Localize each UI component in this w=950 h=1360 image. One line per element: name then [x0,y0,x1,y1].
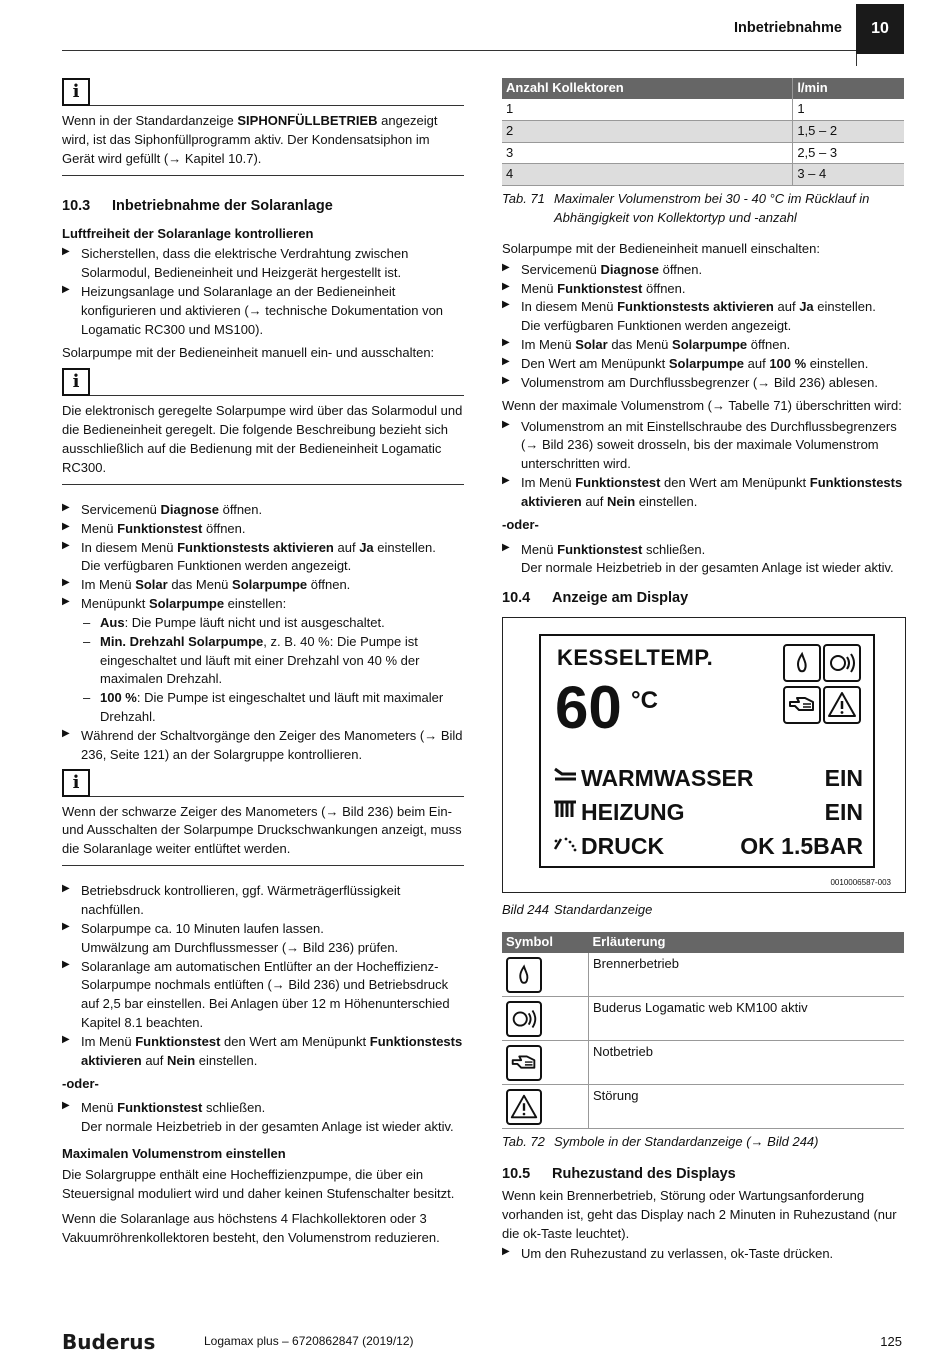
step-list-1 [62,245,464,339]
figure-code: 0010006587-003 [830,877,891,887]
list-item: ▶ Im Menü Funktionstest den Wert am Menüpunkt Funktionstests aktivieren auf Nein einstellen. [62,1033,464,1071]
list-item: ▶ Menü Funktionstest öffnen. [502,280,904,299]
step-list-2 [62,501,464,765]
list-item: ▶ In diesem Menü Funktionstests aktivieren auf Ja einstellen. Die verfügbaren Funktionen werden angezeigt. [62,539,464,577]
list-item: ▶ Menüpunkt Solarpumpe einstellen: – Aus: Die Pumpe läuft nicht und ist ausgeschaltet. – Min. Drehzahl Solarpumpe, z. B. 40 %: Die Pumpe ist eingeschaltet und läuft mit einer Drehzahl von 40 % der maximalen Drehzahl. – 100 %: Die Pumpe ist eingeschaltet und läuft mit maximaler Drehzahl. [62,595,464,727]
section-heading-10-4: 10.4 Anzeige am Display [502,590,689,607]
list-item: ▶ Im Menü Funktionstest den Wert am Menüpunkt Funktionstests aktivieren auf Nein einstellen. [502,474,904,512]
list-item: ▶ Heizungsanlage und Solaranlage an der Bedieneinheit konfigurieren und aktivieren (→ technische Dokumentation von Logamatic RC300 und MS100). [62,283,464,340]
step-list-7 [502,541,904,579]
oder-label: -oder- [62,1075,99,1091]
table-header: Symbol [502,932,589,953]
step-list-4 [62,1099,464,1137]
lcd-row-heizung: HEIZUNG EIN [549,796,863,829]
running-header: Inbetriebnahme [734,20,842,36]
step-list-6 [502,418,904,512]
header-tick [856,54,857,66]
subheading-luftfreiheit: Luftfreiheit der Solaranlage kontrollieren [62,225,314,241]
hand-icon [783,686,821,724]
section-heading-10-5: 10.5 Ruhezustand des Displays [502,1165,736,1182]
list-item: ▶ Menü Funktionstest schließen. Der normale Heizbetrieb in der gesamten Anlage ist wieder aktiv. [62,1099,464,1137]
left-column [62,78,464,1253]
list-item: ▶ Solaranlage am automatischen Entlüfter an der Hocheffizienz-Solarpumpe nochmals entlüften (→ Bild 236) und Betriebsdruck auf 2,5 bar einstellen. Bei Anlagen über 12 m Höhenunterschied Kapitel 8.1 beachten. [62,958,464,1033]
page-number: 125 [880,1334,902,1349]
list-item: ▶ In diesem Menü Funktionstests aktivieren auf Ja einstellen. Die verfügbaren Funktionen werden angezeigt. [502,298,904,336]
info-note-3: i Wenn der schwarze Zeiger des Manometers (→ Bild 236) beim Ein- und Ausschalten der Solarpumpe Druckschwankungen anzeigt, muss die Solaranlage weiter entlüftet werden. [62,769,464,867]
right-column [502,78,904,1268]
list-item: ▶ Volumenstrom am Durchflussbegrenzer (→ Bild 236) ablesen. [502,374,904,393]
info-icon: i [62,368,90,396]
list-item: ▶ Im Menü Solar das Menü Solarpumpe öffnen. [62,576,464,595]
list-item: ▶ Servicemenü Diagnose öffnen. [502,261,904,280]
lcd-title: KESSELTEMP. [557,645,714,671]
footer-document-id: Logamax plus – 6720862847 (2019/12) [204,1334,414,1348]
lcd-unit: °C [631,687,658,715]
table-row: 2 1,5 – 2 [502,120,904,142]
flame-icon [783,644,821,682]
table-72 [502,932,904,1129]
list-item: ▶ Betriebsdruck kontrollieren, ggf. Wärmeträgerflüssigkeit nachfüllen. [62,882,464,920]
lcd-temperature: 60 [555,674,622,742]
oder-label: -oder- [502,516,539,532]
radiator-icon [549,798,581,827]
paragraph: Solarpumpe mit der Bedieneinheit manuell einschalten: [502,240,820,256]
option-list [81,614,464,727]
buderus-logo: Buderus [62,1330,156,1354]
paragraph: Solarpumpe mit der Bedieneinheit manuell ein- und ausschalten: [62,344,435,360]
step-list-5 [502,261,904,393]
chapter-number: 10 [856,4,904,54]
flame-icon [506,957,542,993]
table-71 [502,78,904,186]
table-row: 3 2,5 – 3 [502,142,904,164]
list-item: ▶ Sicherstellen, dass die elektrische Verdrahtung zwischen Solarmodul, Bedieneinheit und Heizgerät hergestellt ist. [62,245,464,283]
paragraph: Wenn die Solaranlage aus höchstens 4 Flachkollektoren oder 3 Vakuumröhrenkollektoren besteht, den Volumenstrom reduzieren. [62,1210,440,1245]
web-signal-icon [506,1001,542,1037]
pressure-icon [549,833,581,860]
web-signal-icon [823,644,861,682]
list-item: ▶ Im Menü Solar das Menü Solarpumpe öffnen. [502,336,904,355]
table-header: Erläuterung [589,932,905,953]
paragraph: Die Solargruppe enthält eine Hocheffizienzpumpe, die über ein Steuersignal moduliert wird und daher keinen Stufenschalter besitzt. [62,1166,455,1201]
warning-icon [506,1089,542,1125]
info-icon: i [62,769,90,797]
subheading-volumenstrom: Maximalen Volumenstrom einstellen [62,1146,286,1162]
list-item: ▶ Volumenstrom an mit Einstellschraube des Durchflussbegrenzers (→ Bild 236) soweit drosseln, bis der maximale Volumenstrom unterschritten wird. [502,418,904,475]
warning-icon [823,686,861,724]
section-heading-10-3: 10.3 Inbetriebnahme der Solaranlage [62,197,333,214]
table-header: Anzahl Kollektoren [502,78,793,99]
paragraph: Wenn der maximale Volumenstrom (→ Tabelle 71) überschritten wird: [502,397,902,413]
table-row: 1 1 [502,99,904,120]
step-list-8 [502,1245,904,1264]
info-icon: i [62,78,90,106]
step-list-3 [62,882,464,1070]
list-item: ▶ Menü Funktionstest schließen. Der normale Heizbetrieb in der gesamten Anlage ist wieder aktiv. [502,541,904,579]
list-item: – Min. Drehzahl Solarpumpe, z. B. 40 %: Die Pumpe ist eingeschaltet und läuft mit einer Drehzahl von 40 % der maximalen Drehzahl. [81,633,464,690]
header-rule [62,50,856,51]
lcd-row-druck: DRUCK OK 1.5BAR [549,830,863,863]
tap-icon [549,765,581,792]
list-item: ▶ Um den Ruhezustand zu verlassen, ok-Taste drücken. [502,1245,904,1264]
info-note-1: i Wenn in der Standardanzeige SIPHONFÜLLBETRIEB angezeigt wird, ist das Siphonfüllprogramm aktiv. Der Kondensatsiphon im Gerät wird gefüllt (→ Kapitel 10.7). [62,78,464,176]
caption-bild-244: Bild 244 Standardanzeige [502,902,653,918]
list-item: – Aus: Die Pumpe läuft nicht und ist ausgeschaltet. [81,614,464,633]
paragraph: Wenn kein Brennerbetrieb, Störung oder Wartungsanforderung vorhanden ist, geht das Display nach 2 Minuten in Ruhezustand (nur die ok-Taste leuchtet). [502,1187,897,1241]
caption-tab-72: Tab. 72 Symbole in der Standardanzeige (→ Bild 244) [502,1133,819,1149]
table-row: Brennerbetrieb [502,953,904,997]
list-item: – 100 %: Die Pumpe ist eingeschaltet und läuft mit maximaler Drehzahl. [81,689,464,727]
table-row: Buderus Logamatic web KM100 aktiv [502,996,904,1040]
list-item: ▶ Solarpumpe ca. 10 Minuten laufen lassen. Umwälzung am Durchflussmesser (→ Bild 236) prüfen. [62,920,464,958]
hand-icon [506,1045,542,1081]
lcd-screen [539,634,875,868]
table-row: Störung [502,1084,904,1128]
list-item: ▶ Servicemenü Diagnose öffnen. [62,501,464,520]
list-item: ▶ Während der Schaltvorgänge den Zeiger des Manometers (→ Bild 236, Seite 121) an der Solargruppe kontrollieren. [62,727,464,765]
lcd-row-warmwasser: WARMWASSER EIN [549,762,863,795]
table-row: Notbetrieb [502,1040,904,1084]
info-note-2: i Die elektronisch geregelte Solarpumpe wird über das Solarmodul und die Bedieneinheit geregelt. Die folgende Beschreibung bezieht sich ausschließlich auf die Bedienung mit der Bedieneinheit Logamatic RC300. [62,368,464,484]
list-item: ▶ Den Wert am Menüpunkt Solarpumpe auf 100 % einstellen. [502,355,904,374]
list-item: ▶ Menü Funktionstest öffnen. [62,520,464,539]
display-illustration [502,617,906,893]
table-header: l/min [793,78,904,99]
table-row: 4 3 – 4 [502,164,904,186]
caption-tab-71: Tab. 71 Maximaler Volumenstrom bei 30 - 40 °C im Rücklauf in Abhängigkeit von Kollektortyp und -anzahl [502,191,870,226]
